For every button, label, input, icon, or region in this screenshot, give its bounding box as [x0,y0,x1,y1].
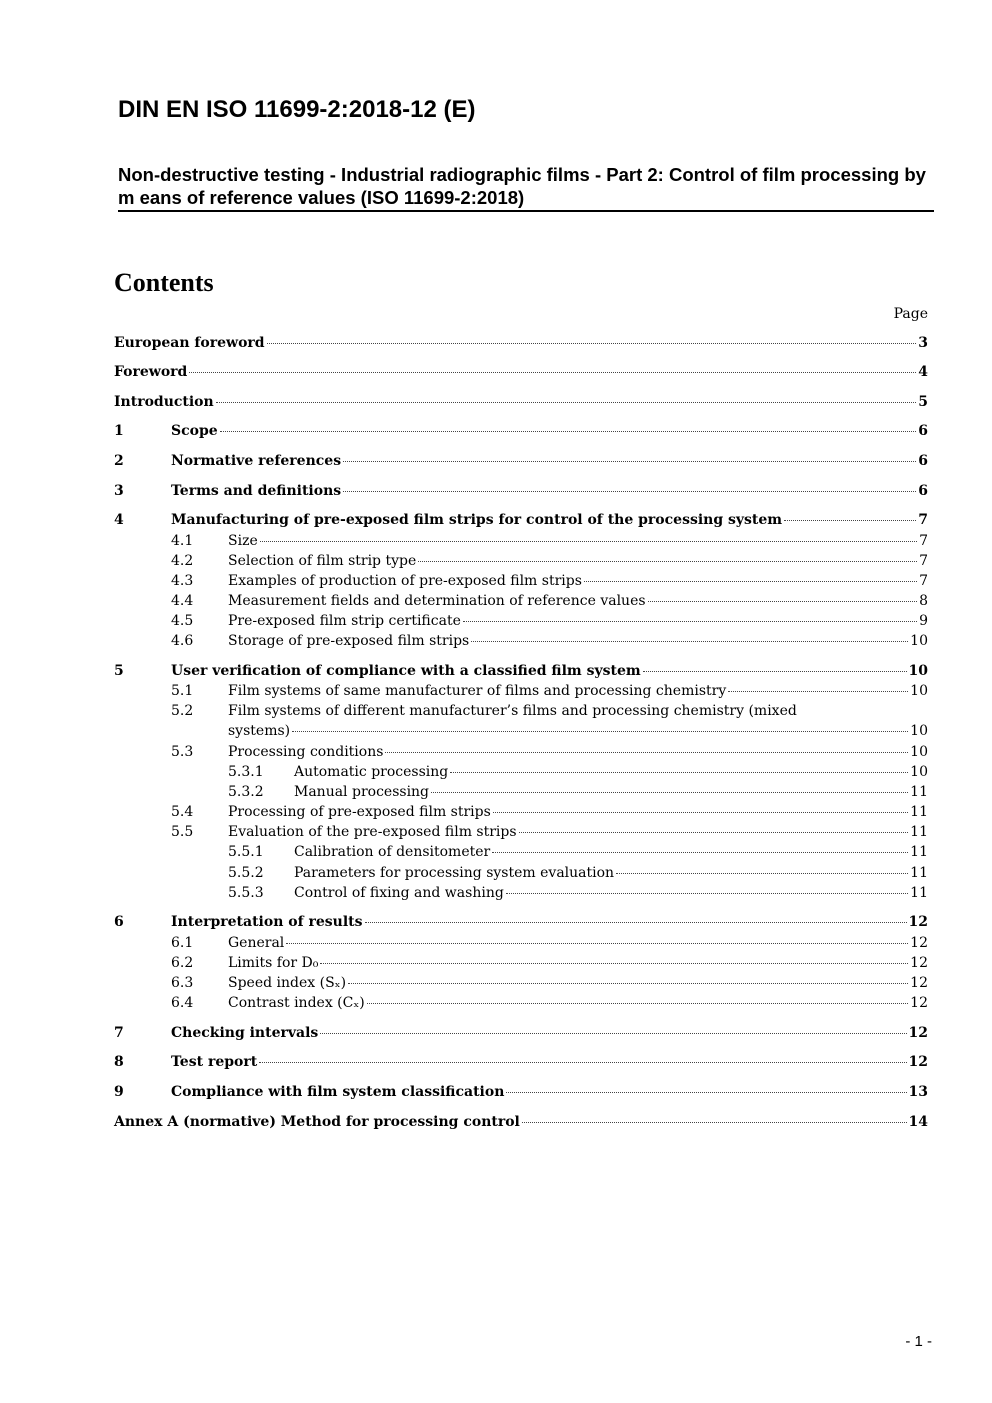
toc-dot-leader [431,792,908,793]
toc-dot-leader [220,431,917,432]
toc-entry-page: 11 [910,824,928,840]
toc-entry-page: 7 [919,573,928,589]
toc-entry-continuation[interactable] [228,721,928,741]
toc-entry-page: 9 [919,613,928,629]
toc-entry-number: 5.4 [171,804,194,820]
toc-entry-number: 8 [114,1054,124,1070]
toc-entry-page: 12 [908,1025,928,1041]
toc-entry-title: Terms and definitions [171,483,342,499]
document-title: DIN EN ISO 11699-2:2018-12 (E) [118,96,476,123]
toc-entry-title: Calibration of densitometer [294,844,491,860]
toc-entry-title: Evaluation of the pre-exposed film strips [228,824,517,840]
toc-entry-number: 4.3 [171,573,194,589]
toc-entry-title: Automatic processing [294,764,449,780]
toc-entry-number: 6 [114,914,124,930]
toc-entry-page: 12 [908,914,928,930]
toc-dot-leader [463,621,917,622]
toc-entry[interactable] [114,681,928,701]
toc-entry[interactable] [114,802,928,822]
toc-entry-number: 5.3.1 [228,764,264,780]
toc-dot-leader [643,671,907,672]
toc-entry[interactable] [114,333,928,353]
toc-entry-page: 4 [918,364,928,380]
toc-entry-page: 5 [918,394,928,410]
toc-entry-page: 11 [910,784,928,800]
toc-dot-leader [320,1033,906,1034]
toc-entry-page: 7 [919,553,928,569]
toc-entry-number: 6.2 [171,955,194,971]
toc-entry-title: Contrast index (Cₓ) [228,995,365,1011]
toc-dot-leader [348,983,908,984]
toc-entry[interactable] [114,762,928,782]
toc-entry-title: Control of fixing and washing [294,885,504,901]
toc-dot-leader [343,461,916,462]
toc-entry-page: 12 [910,995,928,1011]
toc-entry[interactable] [114,822,928,842]
toc-dot-leader [267,343,917,344]
toc-entry[interactable] [114,912,928,932]
toc-entry-number: 2 [114,453,124,469]
toc-entry-page: 12 [908,1054,928,1070]
toc-entry-title: Test report [171,1054,258,1070]
toc-entry[interactable] [114,993,928,1013]
toc-entry-number: 5 [114,663,124,679]
toc-entry-number: 5.2 [171,703,194,719]
toc-dot-leader [471,641,908,642]
toc-entry-title: Size [228,533,258,549]
toc-entry[interactable] [114,392,928,412]
toc-entry[interactable] [114,451,928,471]
toc-entry-title: Film systems of different manufacturer’s films and processing chemistry (mixed [228,703,797,719]
contents-heading: Contents [114,268,214,297]
footer-page-number: - 1 - [905,1333,932,1350]
toc-dot-leader [292,731,908,732]
toc-dot-leader [493,812,908,813]
toc-entry-number: 5.3.2 [228,784,264,800]
toc-entry-title: Storage of pre-exposed film strips [228,633,470,649]
toc-entry-number: 4.6 [171,633,194,649]
toc-entry-page: 10 [910,723,928,739]
toc-entry-number: 4.4 [171,593,194,609]
toc-dot-leader [784,520,916,521]
toc-entry-number: 5.5.2 [228,865,264,881]
toc-dot-leader [365,922,907,923]
toc-entry-number: 4.1 [171,533,194,549]
toc-entry-title: Processing conditions [228,744,384,760]
toc-entry[interactable] [114,973,928,993]
toc-entry-number: 5.5.1 [228,844,264,860]
toc-entry[interactable] [114,362,928,382]
toc-entry-number: 5.5.3 [228,885,264,901]
toc-entry-page: 10 [910,764,928,780]
toc-dot-leader [584,581,917,582]
toc-dot-leader [728,691,908,692]
toc-entry-page: 10 [908,663,928,679]
toc-entry-title: Scope [171,423,218,439]
toc-entry-title: Annex A (normative) Method for processing control [114,1114,520,1130]
toc-dot-leader [259,1062,906,1063]
toc-entry-title: Selection of film strip type [228,553,417,569]
toc-dot-leader [189,372,916,373]
toc-entry-title: Interpretation of results [171,914,363,930]
toc-entry-title: Pre-exposed film strip certificate [228,613,461,629]
toc-entry-number: 3 [114,483,124,499]
toc-entry-title: Limits for D₀ [228,955,319,971]
toc-entry[interactable] [114,1082,928,1102]
toc-entry-page: 7 [919,533,928,549]
toc-entry[interactable] [114,933,928,953]
toc-entry-number: 7 [114,1025,124,1041]
toc-entry-number: 5.3 [171,744,194,760]
toc-entry[interactable] [114,782,928,802]
toc-entry-title: Checking intervals [171,1025,319,1041]
toc-entry-title: Processing of pre-exposed film strips [228,804,491,820]
toc-dot-leader [506,893,908,894]
toc-entry-title: Examples of production of pre-exposed film strips [228,573,582,589]
toc-entry-title: Measurement fields and determination of reference values [228,593,646,609]
toc-entry[interactable] [114,883,928,903]
toc-entry-number: 1 [114,423,124,439]
toc-entry-title: Normative references [171,453,342,469]
toc-entry-title: Introduction [114,394,214,410]
toc-entry-title: Parameters for processing system evaluation [294,865,615,881]
toc-dot-leader [367,1003,908,1004]
toc-dot-leader [286,943,908,944]
toc-entry-page: 11 [910,844,928,860]
toc-entry-number: 4.5 [171,613,194,629]
toc-dot-leader [385,752,908,753]
toc-entry[interactable] [114,510,928,530]
toc-dot-leader [616,873,908,874]
toc-entry-page: 10 [910,683,928,699]
toc-entry-page: 6 [918,423,928,439]
toc-entry-page: 6 [918,453,928,469]
toc-entry-title: Manufacturing of pre-exposed film strips for control of the processing system [171,512,783,528]
toc-entry-title: General [228,935,285,951]
toc-entry-number: 6.4 [171,995,194,1011]
toc-entry-number: 6.1 [171,935,194,951]
toc-entry-page: 13 [908,1084,928,1100]
toc-entry-title: Film systems of same manufacturer of films and processing chemistry [228,683,727,699]
toc-entry[interactable] [114,531,928,551]
toc-entry-page: 10 [910,744,928,760]
toc-entry-page: 12 [910,975,928,991]
toc-entry[interactable] [114,551,928,571]
toc-entry[interactable] [114,863,928,883]
toc-entry-title: Foreword [114,364,188,380]
page-column-label: Page [893,306,928,322]
toc-entry[interactable] [114,611,928,631]
toc-entry[interactable] [114,571,928,591]
toc-entry[interactable] [114,1112,928,1132]
toc-entry-number: 9 [114,1084,124,1100]
toc-entry-number: 6.3 [171,975,194,991]
toc-entry-page: 12 [910,955,928,971]
toc-dot-leader [216,402,917,403]
toc-entry-page: 8 [919,593,928,609]
toc-entry[interactable] [114,842,928,862]
toc-entry-number: 4 [114,512,124,528]
toc-entry[interactable] [114,953,928,973]
toc-entry-page: 10 [910,633,928,649]
toc-dot-leader [320,963,908,964]
toc-entry[interactable] [114,742,928,762]
toc-entry[interactable] [114,481,928,501]
toc-entry-page: 3 [918,335,928,351]
toc-entry-page: 7 [918,512,928,528]
toc-entry-page: 14 [908,1114,928,1130]
toc-entry-number: 5.5 [171,824,194,840]
toc-entry-number: 5.1 [171,683,194,699]
toc-entry[interactable] [114,701,928,721]
toc-entry[interactable] [114,631,928,651]
toc-entry-page: 12 [910,935,928,951]
toc-entry[interactable] [114,1052,928,1072]
toc-dot-leader [522,1122,907,1123]
toc-entry[interactable] [114,1023,928,1043]
toc-entry-page: 11 [910,865,928,881]
toc-entry-title-continued: systems) [228,723,291,739]
toc-entry-page: 6 [918,483,928,499]
toc-entry-page: 11 [910,804,928,820]
toc-dot-leader [648,601,918,602]
toc-dot-leader [506,1092,906,1093]
toc-entry[interactable] [114,421,928,441]
toc-dot-leader [519,832,909,833]
toc-entry-title: Speed index (Sₓ) [228,975,347,991]
toc-entry[interactable] [114,591,928,611]
toc-entry[interactable] [114,661,928,681]
document-subtitle: Non-destructive testing - Industrial radiographic films - Part 2: Control of film processing by m eans of reference values (ISO 11699-2:2018) [118,163,934,212]
toc-dot-leader [343,491,916,492]
toc-entry-title: Manual processing [294,784,430,800]
toc-entry-title: Compliance with film system classification [171,1084,505,1100]
toc-entry-page: 11 [910,885,928,901]
toc-dot-leader [450,772,908,773]
toc-entry-number: 4.2 [171,553,194,569]
toc-dot-leader [418,561,917,562]
toc-dot-leader [492,852,908,853]
toc-entry-title: User verification of compliance with a classified film system [171,663,641,679]
toc-entry-title: European foreword [114,335,265,351]
toc-dot-leader [260,541,917,542]
